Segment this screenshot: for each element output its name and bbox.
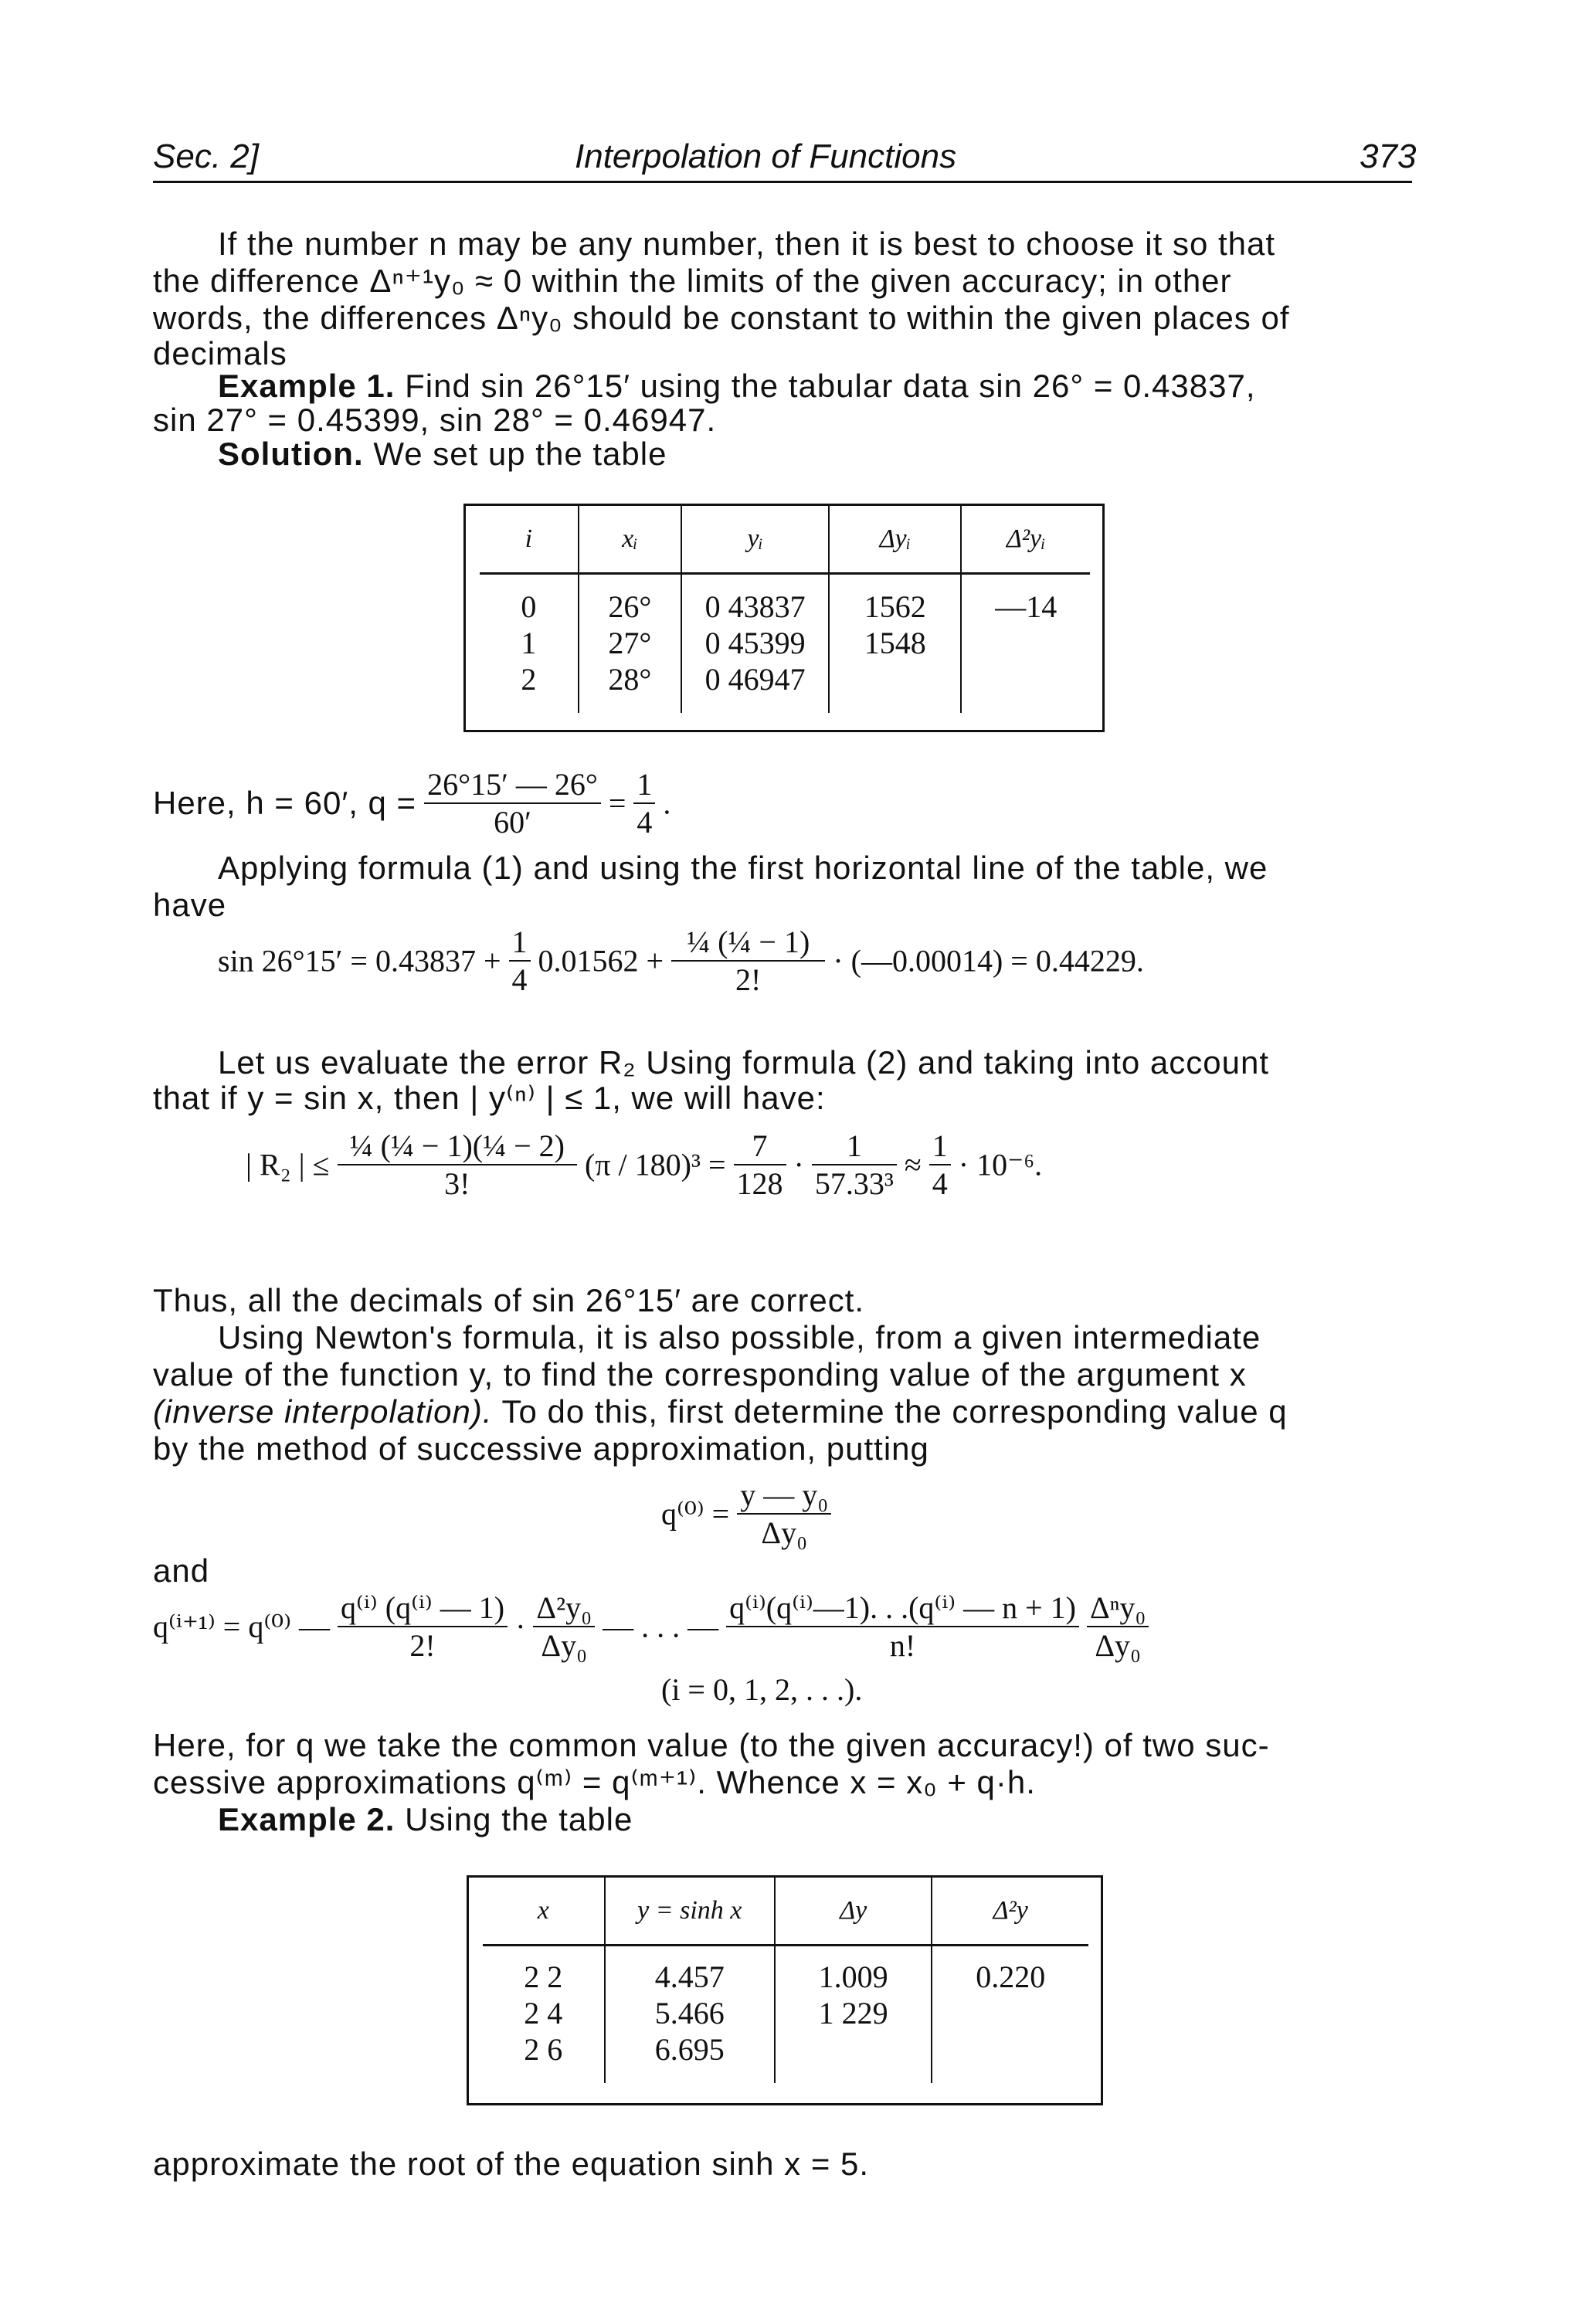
sin-lhs: sin 26°15′ = 0.43837 + [218, 943, 501, 979]
error-f1-numerator: 7 [734, 1128, 786, 1165]
error-lhs: | R₂ | ≤ [246, 1147, 330, 1182]
qi-t2-denominator: Δy₀ [541, 1628, 588, 1663]
here-q-line2: cessive approximations q⁽ᵐ⁾ = q⁽ᵐ⁺¹⁾. Whence x = x₀ + q·h. [153, 1764, 1036, 1800]
thus-line1: Thus, all the decimals of sin 26°15′ are correct. [153, 1282, 865, 1318]
q0-numerator: y — y₀ [737, 1477, 831, 1515]
solution-line [218, 436, 667, 473]
here-h-prefix: Here, h = 60′, q = [153, 785, 417, 821]
table1-header: Δyᵢ [829, 506, 961, 574]
table1-header: i [480, 506, 579, 574]
solution-label: Solution. [218, 436, 364, 472]
period: . [663, 785, 671, 821]
header-rule [153, 181, 1412, 183]
error-line1: Let us evaluate the error R₂ Using formula (2) and taking into account [218, 1044, 1269, 1081]
thus-line4-rest: To do this, first determine the corresponding value q [492, 1393, 1288, 1430]
error-f1 [734, 1128, 786, 1202]
qi-t1-denominator: 2! [409, 1628, 436, 1663]
table2-cell: 1.009 [775, 1946, 932, 1996]
example2-statement [218, 1801, 633, 1838]
thus-line2: Using Newton's formula, it is also possible, from a given intermediate [218, 1319, 1261, 1355]
dot-operator: · [515, 1609, 526, 1644]
table1-cell: 28° [579, 661, 681, 713]
table1-header: Δ²yᵢ [961, 506, 1090, 574]
q-denominator: 60′ [494, 805, 531, 840]
quarter-denominator: 4 [637, 805, 653, 840]
table1-cell: 1 [521, 626, 537, 660]
table2-header: x [483, 1878, 605, 1946]
table2-cell: 6.695 [605, 2031, 775, 2083]
q0-lhs: q⁽⁰⁾ = [661, 1496, 730, 1532]
qi-t2-numerator: Δ²y₀ [533, 1589, 595, 1627]
error-f2-numerator: 1 [812, 1128, 897, 1165]
table-row [480, 625, 1090, 661]
table-row [483, 2031, 1088, 2083]
table2-header-row [483, 1878, 1088, 1946]
table1-cell: —14 [961, 574, 1090, 626]
table2-cell [932, 1995, 1088, 2031]
table1-header: xᵢ [579, 506, 681, 574]
qi-t1 [338, 1589, 508, 1664]
para1-line4: decimals [153, 335, 287, 372]
table1-cell [961, 625, 1090, 661]
thus-line4 [153, 1393, 1288, 1430]
q0-fraction [737, 1477, 831, 1551]
qi-t4-denominator: Δy₀ [1095, 1628, 1141, 1663]
example1-statement [218, 368, 1256, 405]
para1-line3: words, the differences Δⁿy₀ should be constant to within the given places of [153, 300, 1290, 336]
error-line2: that if y = sin x, then | y⁽ⁿ⁾ | ≤ 1, we will have: [153, 1080, 826, 1116]
qi-t3 [726, 1589, 1079, 1664]
qi-t4-numerator: Δⁿy₀ [1087, 1589, 1149, 1627]
para1-line2: the difference Δⁿ⁺¹y₀ ≈ 0 within the limits of the given accuracy; in other [153, 263, 1232, 299]
error-formula [246, 1128, 1042, 1202]
table2-cell: 2 4 [524, 1996, 563, 2031]
term1-numerator: 1 [509, 924, 531, 962]
equals-sign: = [608, 785, 626, 821]
dot-operator: · [793, 1147, 804, 1182]
table1-cell: 0 46947 [681, 661, 829, 713]
example1-label: Example 1. [218, 368, 396, 404]
applying-line2: have [153, 887, 227, 923]
qi-t2 [533, 1589, 595, 1664]
inverse-interpolation-term: (inverse interpolation). [153, 1393, 493, 1430]
qi-t4 [1087, 1589, 1149, 1664]
table1-cell: 1548 [829, 625, 961, 661]
term1-denominator: 4 [511, 962, 528, 997]
table1-cell [961, 661, 1090, 713]
table2-cell [932, 2031, 1088, 2083]
table2-header: y = sinh x [605, 1878, 775, 1946]
table2-header: Δ²y [932, 1878, 1088, 1946]
table1-cell: 0 45399 [681, 625, 829, 661]
section-label: Sec. 2] [153, 137, 259, 175]
running-title: Interpolation of Functions [575, 137, 957, 175]
pi-term: (π / 180)³ = [585, 1147, 726, 1182]
error-f3-denominator: 4 [932, 1166, 948, 1201]
solution-text: We set up the table [373, 436, 667, 472]
table1-header-row [480, 506, 1090, 574]
table1-cell: 2 [521, 662, 537, 697]
table2-cell: 0.220 [932, 1946, 1088, 1996]
table2-cell: 2 2 [524, 1959, 563, 1994]
error-f3-numerator: 1 [929, 1128, 951, 1165]
example2-label: Example 2. [218, 1801, 396, 1837]
big-denominator: 2! [735, 962, 762, 997]
qi-t3-numerator: q⁽ⁱ⁾(q⁽ⁱ⁾—1). . .(q⁽ⁱ⁾ — n + 1) [726, 1589, 1079, 1627]
qi-lhs: q⁽ⁱ⁺¹⁾ = q⁽⁰⁾ — [153, 1609, 331, 1644]
final-line: approximate the root of the equation sinh x = 5. [153, 2146, 870, 2182]
table2-cell: 5.466 [605, 1995, 775, 2031]
sin-formula [218, 924, 1144, 998]
table-row [480, 574, 1090, 626]
error-f2 [812, 1128, 897, 1202]
table1-cell: 1562 [829, 574, 961, 626]
term1-fraction [509, 924, 531, 998]
table1-cell: 0 43837 [681, 574, 829, 626]
thus-line5: by the method of successive approximation, putting [153, 1430, 929, 1467]
sin-tail: · (—0.00014) = 0.44229. [833, 943, 1144, 979]
table2-cell: 2 6 [524, 2032, 563, 2067]
and-label: and [153, 1552, 210, 1589]
table2-frame [467, 1875, 1103, 2105]
applying-line1: Applying formula (1) and using the first horizontal line of the table, we [218, 850, 1268, 886]
q0-formula [661, 1477, 831, 1551]
table2-cell: 1 229 [775, 1995, 932, 2031]
error-f2-denominator: 57.33³ [814, 1166, 894, 1201]
error-f1-denominator: 128 [736, 1166, 783, 1201]
error-main-numerator: ¼ (¼ − 1)(¼ − 2) [338, 1128, 577, 1165]
here-q-line1: Here, for q we take the common value (to the given accuracy!) of two suc- [153, 1727, 1270, 1763]
approx-sign: ≈ [904, 1147, 922, 1182]
example1-line2: sin 27° = 0.45399, sin 28° = 0.46947. [153, 402, 717, 438]
big-fraction [671, 924, 825, 998]
table-row [483, 1995, 1088, 2031]
q0-denominator: Δy₀ [761, 1515, 808, 1550]
table1-cell [829, 661, 961, 713]
error-f3 [929, 1128, 951, 1202]
page-number: 373 [1360, 137, 1417, 175]
q-fraction [424, 766, 601, 840]
table1-cell: 0 [521, 589, 537, 624]
big-numerator: ¼ (¼ − 1) [671, 924, 825, 962]
table2 [483, 1878, 1088, 2083]
q-numerator: 26°15′ — 26° [424, 766, 601, 804]
qi-range: (i = 0, 1, 2, . . .). [661, 1672, 863, 1707]
error-main-fraction [338, 1128, 577, 1202]
para1-line1: If the number n may be any number, then it is best to choose it so that [218, 226, 1276, 262]
example1-text: Find sin 26°15′ using the tabular data sin 26° = 0.43837, [405, 368, 1256, 404]
table1-frame [463, 504, 1105, 732]
thus-line3: value of the function y, to find the corresponding value of the argument x [153, 1356, 1247, 1393]
table-row [480, 661, 1090, 713]
table2-cell [775, 2031, 932, 2083]
table1-header: yᵢ [681, 506, 829, 574]
term1-value: 0.01562 + [538, 943, 664, 979]
error-main-denominator: 3! [444, 1166, 470, 1201]
qi-t3-denominator: n! [889, 1628, 916, 1663]
table1 [480, 506, 1090, 713]
qi-formula [153, 1589, 1149, 1664]
error-tail: · 10⁻⁶. [958, 1147, 1043, 1182]
table2-cell: 4.457 [605, 1946, 775, 1996]
here-h-equation [153, 766, 670, 840]
quarter-numerator: 1 [633, 766, 655, 804]
ellipsis-terms: — . . . — [603, 1609, 719, 1644]
table1-cell: 26° [579, 574, 681, 626]
example2-text: Using the table [405, 1801, 633, 1837]
quarter-fraction [633, 766, 655, 840]
table1-cell: 27° [579, 625, 681, 661]
table2-header: Δy [775, 1878, 932, 1946]
table-row [483, 1946, 1088, 1996]
qi-t1-numerator: q⁽ⁱ⁾ (q⁽ⁱ⁾ — 1) [338, 1589, 508, 1627]
